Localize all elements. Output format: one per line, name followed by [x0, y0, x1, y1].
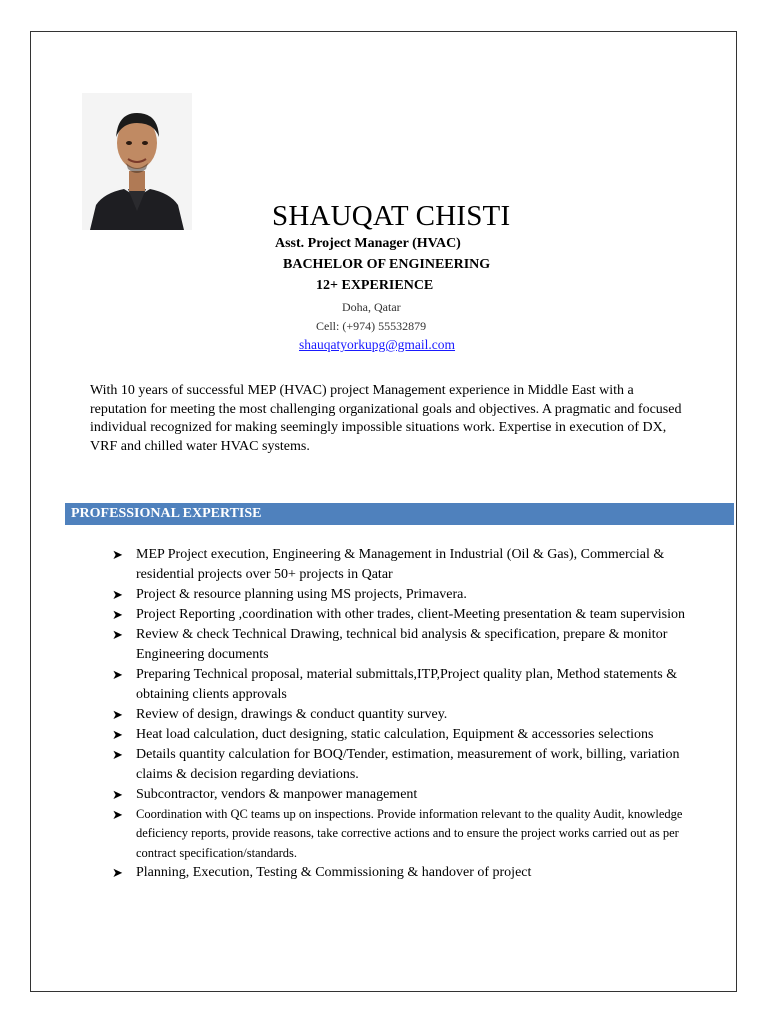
degree: BACHELOR OF ENGINEERING — [283, 257, 491, 272]
arrow-bullet-icon: ➤ — [112, 667, 123, 682]
arrow-bullet-icon: ➤ — [112, 727, 123, 742]
summary-paragraph: With 10 years of successful MEP (HVAC) project Management experience in Middle East with a reputation for meeting the most challenging organizational goals and objectives. A pragmatic and focused individual recognized for making seemingly impossible situations work. Expertise in execution of DX, VRF and chilled water HVAC systems. — [90, 383, 682, 454]
arrow-bullet-icon: ➤ — [112, 587, 123, 602]
arrow-bullet-icon: ➤ — [112, 627, 123, 642]
profile-photo — [82, 93, 192, 230]
list-item: ➤ Project & resource planning using MS projects, Primavera. — [112, 585, 702, 605]
person-portrait-icon — [82, 93, 192, 230]
list-item: ➤ Review of design, drawings & conduct quantity survey. — [112, 705, 702, 725]
list-item: ➤ MEP Project execution, Engineering & Management in Industrial (Oil & Gas), Commercial & residential projects over 50+ projects in Qatar — [112, 547, 665, 582]
arrow-bullet-icon: ➤ — [112, 864, 123, 880]
list-item: ➤ Details quantity calculation for BOQ/Tender, estimation, measurement of work, billing, variation claims & decision regarding deviations. — [112, 747, 680, 782]
list-item: ➤ Heat load calculation, duct designing, static calculation, Equipment & accessories selections — [112, 725, 702, 745]
arrow-bullet-icon: ➤ — [112, 547, 123, 562]
candidate-name: SHAUQAT CHISTI — [272, 200, 511, 232]
list-item: ➤ Preparing Technical proposal, material submittals,ITP,Project quality plan, Method statements & obtaining clients approvals — [112, 667, 678, 702]
list-item: ➤ Subcontractor, vendors & manpower management — [112, 785, 702, 805]
list-item: ➤ Coordination with QC teams up on inspections. Provide information relevant to the quality Audit, knowledge deficiency reports, provide reasons, take corrective actions and to ensure the project works carried out as per contract specification/standards. — [112, 807, 683, 860]
arrow-bullet-icon: ➤ — [112, 707, 123, 722]
arrow-bullet-icon: ➤ — [112, 607, 123, 622]
arrow-bullet-icon: ➤ — [112, 787, 123, 802]
list-item: ➤ Review & check Technical Drawing, technical bid analysis & specification, prepare & monitor Engineering documents — [112, 627, 668, 662]
location: Doha, Qatar — [342, 300, 401, 314]
arrow-bullet-icon: ➤ — [112, 807, 123, 822]
email-link[interactable]: shauqatyorkupg@gmail.com — [299, 337, 456, 352]
job-title: Asst. Project Manager (HVAC) — [275, 236, 461, 251]
experience-years: 12+ EXPERIENCE — [316, 278, 434, 293]
section-header-professional-expertise: PROFESSIONAL EXPERTISE — [65, 503, 734, 525]
expertise-list — [112, 545, 702, 883]
list-item: ➤ Planning, Execution, Testing & Commissioning & handover of project — [112, 863, 702, 883]
list-item: ➤ Project Reporting ,coordination with other trades, client-Meeting presentation & team supervision — [112, 605, 702, 625]
phone-number: Cell: (+974) 55532879 — [316, 319, 427, 333]
arrow-bullet-icon: ➤ — [112, 747, 123, 762]
